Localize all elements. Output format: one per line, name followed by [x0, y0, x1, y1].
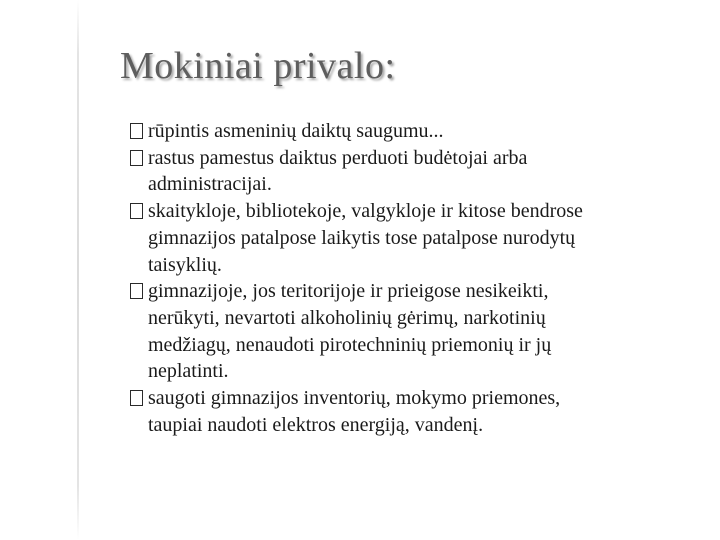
- missing-glyph-box-icon: [130, 390, 143, 406]
- bullet-item: [130, 198, 690, 278]
- bullet-item: [130, 385, 690, 438]
- bullet-line: skaitykloje, bibliotekoje, valgykloje ir kitose bendrose: [148, 200, 583, 223]
- missing-glyph-box-icon: [130, 150, 143, 166]
- bullet-item: [130, 145, 690, 198]
- slide-title: Mokiniai privalo:: [120, 45, 396, 87]
- bullet-item: [130, 278, 690, 385]
- bullet-list: [130, 118, 690, 438]
- left-divider-line: [77, 0, 79, 540]
- bullet-line: rūpintis asmeninių daiktų saugumu...: [148, 120, 444, 142]
- missing-glyph-box-icon: [130, 123, 143, 139]
- missing-glyph-box-icon: [130, 283, 143, 299]
- bullet-item: [130, 118, 690, 145]
- bullet-line: taupiai naudoti elektros energiją, vandenį.: [148, 413, 484, 436]
- bullet-line: rastus pamestus daiktus perduoti budėtojai arba: [148, 146, 528, 169]
- bullet-line: medžiagų, nenaudoti pirotechninių priemonių ir jų: [148, 333, 552, 356]
- bullet-line: saugoti gimnazijos inventorių, mokymo priemones,: [148, 387, 561, 410]
- bullet-line: nerūkyti, nevartoti alkoholinių gėrimų, narkotinių: [148, 306, 546, 329]
- bullet-line: gimnazijos patalpose laikytis tose patalpose nurodytų: [148, 226, 576, 249]
- bullet-line: neplatinti.: [148, 360, 229, 383]
- bullet-line: administracijai.: [148, 173, 272, 196]
- bullet-line: gimnazijoje, jos teritorijoje ir prieigose nesikeikti,: [148, 280, 549, 303]
- bullet-line: taisyklių.: [148, 253, 222, 276]
- missing-glyph-box-icon: [130, 203, 143, 219]
